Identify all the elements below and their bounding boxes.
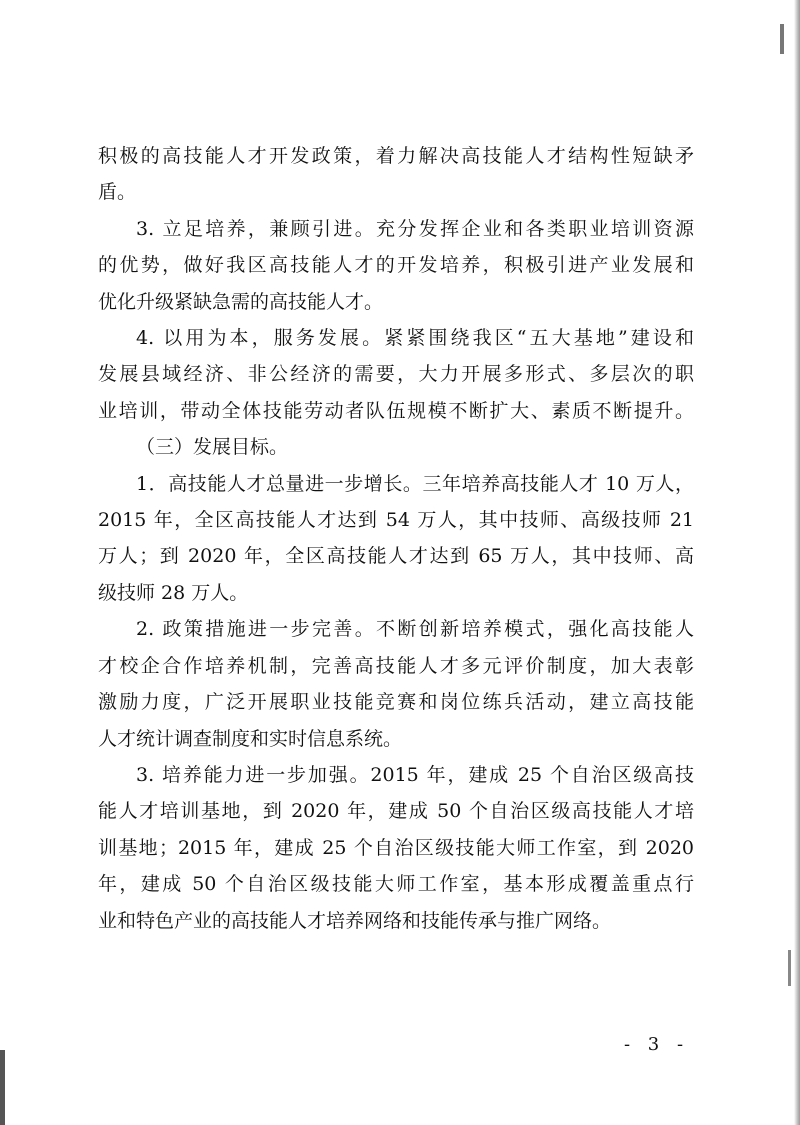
- scan-edge-mark: [0, 1050, 5, 1125]
- body-line: 人才统计调查制度和实时信息系统。: [98, 727, 403, 750]
- body-line: 3. 培养能力进一步加强。2015 年，建成 25 个自治区级高技: [136, 763, 694, 786]
- body-line: 业培训，带动全体技能劳动者队伍规模不断扩大、素质不断提升。: [98, 399, 694, 422]
- body-line: 的优势，做好我区高技能人才的开发培养，积极引进产业发展和: [98, 254, 694, 277]
- document-body: [98, 138, 694, 939]
- body-line: 训基地；2015 年，建成 25 个自治区级技能大师工作室，到 2020: [98, 836, 694, 859]
- body-line: 1．高技能人才总量进一步增长。三年培养高技能人才 10 万人，: [136, 472, 694, 495]
- body-line: 2015 年，全区高技能人才达到 54 万人，其中技师、高级技师 21: [98, 509, 694, 532]
- body-line: 业和特色产业的高技能人才培养网络和技能传承与推广网络。: [98, 909, 612, 932]
- scan-edge-shadow: [794, 0, 800, 1125]
- body-line: 年，建成 50 个自治区级技能大师工作室，基本形成覆盖重点行: [98, 873, 694, 896]
- scan-artifact-mark: [780, 24, 784, 54]
- body-line: 能人才培训基地，到 2020 年，建成 50 个自治区级高技能人才培: [98, 800, 694, 823]
- section-heading: （三）发展目标。: [136, 436, 289, 459]
- body-line: 2. 政策措施进一步完善。不断创新培养模式，强化高技能人: [136, 618, 694, 641]
- body-line: 优化升级紧缺急需的高技能人才。: [98, 290, 384, 313]
- page-number: - 3 -: [624, 1034, 690, 1055]
- body-line: 盾。: [98, 181, 137, 204]
- body-line: 万人；到 2020 年，全区高技能人才达到 65 万人，其中技师、高: [98, 545, 694, 568]
- body-line: 发展县域经济、非公经济的需要，大力开展多形式、多层次的职: [98, 363, 694, 386]
- scan-artifact-mark: [788, 950, 791, 986]
- body-line: 激励力度，广泛开展职业技能竞赛和岗位练兵活动，建立高技能: [98, 691, 694, 714]
- body-line: 4. 以用为本，服务发展。紧紧围绕我区“五大基地”建设和: [136, 327, 694, 350]
- body-line: 才校企合作培养机制，完善高技能人才多元评价制度，加大表彰: [98, 654, 694, 677]
- body-line: 3. 立足培养，兼顾引进。充分发挥企业和各类职业培训资源: [136, 217, 694, 240]
- body-line: 积极的高技能人才开发政策，着力解决高技能人才结构性短缺矛: [98, 145, 694, 167]
- body-line: 级技师 28 万人。: [98, 581, 249, 604]
